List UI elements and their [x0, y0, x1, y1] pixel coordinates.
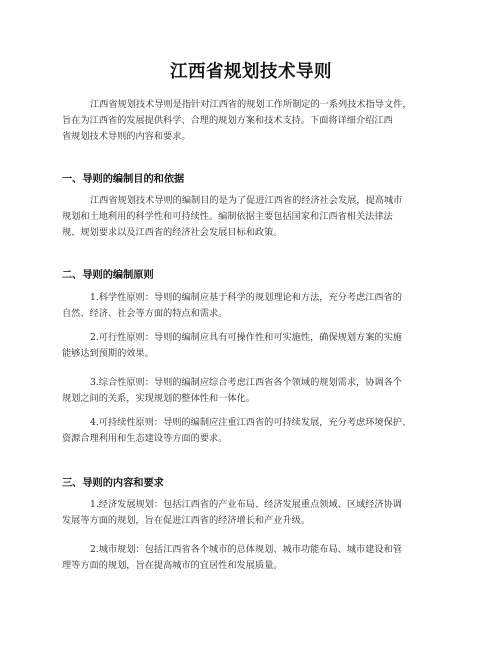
intro-paragraph: 江西省规划技术导则是指针对江西省的规划工作所制定的一系列技术指导文件， 旨在为江西省的发展提供科学、合理的规划方案和技术支持。下面将详细介绍江西 省规划技术导则的内容和要求。: [62, 99, 412, 142]
section-heading-3: 三、导则的内容和要求: [62, 478, 164, 489]
list-item: 3.综合性原则：导则的编制应综合考虑江西省各个领域的规划需求，协调各个 规划之间的关系，实现规划的整体性和一体化。: [62, 377, 402, 404]
list-item: 1.经济发展规划：包括江西省的产业布局、经济发展重点领域、区域经济协调 发展等方面的规划，旨在促进江西省的经济增长和产业升级。: [62, 499, 402, 526]
section-heading-1: 一、导则的编制目的和依据: [62, 174, 185, 185]
section-heading-2: 二、导则的编制原则: [62, 270, 154, 281]
page-title: 江西省规划技术导则: [170, 62, 332, 82]
list-item: 4.可持续性原则：导则的编制应注重江西省的可持续发展，充分考虑环境保护、 资源合理利用和生态建设等方面的要求。: [62, 417, 412, 444]
list-item: 2.可行性原则：导则的编制应具有可操作性和可实施性，确保规划方案的实施 能够达到预期的效果。: [62, 332, 402, 359]
list-item: 1.科学性原则：导则的编制应基于科学的规划理论和方法，充分考虑江西省的 自然、经济、社会等方面的特点和需求。: [62, 292, 402, 319]
list-item: 2.城市规划：包括江西省各个城市的总体规划、城市功能布局、城市建设和管 理等方面的规划，旨在提高城市的宜居性和发展质量。: [62, 544, 402, 571]
section-1-paragraph: 江西省规划技术导则的编制目的是为了促进江西省的经济社会发展，提高城市 规划和土地利用的科学性和可持续性。编制依据主要包括国家和江西省相关法律法 规、规划要求以及江西省的经济社会发展目标和政策。: [62, 195, 403, 238]
